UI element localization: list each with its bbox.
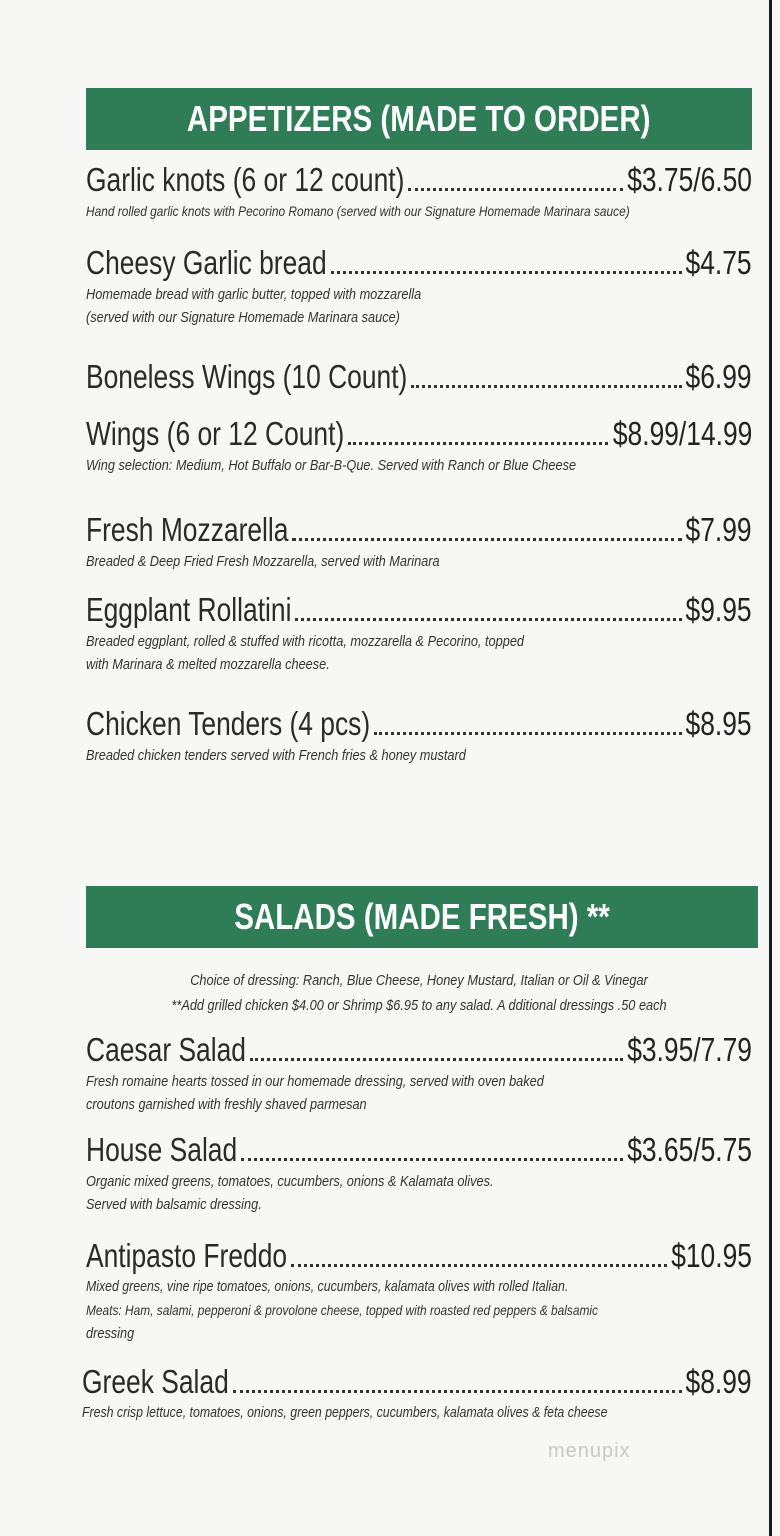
item-description: Hand rolled garlic knots with Pecorino Romano (served with our Signature Homemade Marinara sauce) [86, 203, 630, 219]
item-description: (served with our Signature Homemade Marinara sauce) [86, 309, 400, 326]
item-price: $9.95 [685, 591, 752, 628]
salads-header-text: SALADS (MADE FRESH) ** [234, 896, 610, 937]
menu-item-boneless-wings [86, 357, 752, 397]
menu-item-garlic-knots [86, 160, 752, 223]
leader-dots [233, 1390, 682, 1393]
add-on-note: **Add grilled chicken $4.00 or Shrimp $6.95 to any salad. A dditional dressings .50 each [171, 997, 667, 1014]
item-description: Wing selection: Medium, Hot Buffalo or Bar-B-Que. Served with Ranch or Blue Cheese [86, 457, 577, 474]
item-description: Breaded eggplant, rolled & stuffed with ricotta, mozzarella & Pecorino, topped [86, 633, 525, 650]
menu-item-cheesy-garlic-bread [86, 243, 752, 329]
item-price: $4.75 [685, 244, 752, 281]
menu-item-antipasto-freddo [86, 1236, 752, 1345]
salads-header [86, 886, 758, 948]
item-name: Greek Salad [82, 1363, 229, 1400]
leader-dots [331, 271, 682, 274]
item-name: Eggplant Rollatini [86, 591, 292, 628]
leader-dots [374, 732, 682, 735]
leader-dots [348, 442, 608, 445]
menu-item-chicken-tenders [86, 704, 752, 767]
leader-dots [241, 1158, 623, 1161]
item-price: $10.95 [671, 1237, 752, 1274]
item-description: Breaded chicken tenders served with French fries & honey mustard [86, 747, 466, 764]
appetizers-header-text: APPETIZERS (MADE TO ORDER) [187, 98, 651, 139]
menu-item-wings [86, 414, 752, 477]
item-name: Caesar Salad [86, 1031, 246, 1068]
item-name: Chicken Tenders (4 pcs) [86, 705, 371, 742]
leader-dots [411, 385, 682, 388]
leader-dots [292, 538, 682, 541]
item-name: Boneless Wings (10 Count) [86, 358, 408, 395]
leader-dots [291, 1264, 667, 1267]
item-name: Cheesy Garlic bread [86, 244, 327, 281]
item-price: $3.75/6.50 [627, 161, 752, 198]
dressing-note: Choice of dressing: Ranch, Blue Cheese, Honey Mustard, Italian or Oil & Vinegar [190, 972, 648, 989]
item-description: Fresh crisp lettuce, tomatoes, onions, green peppers, cucumbers, kalamata olives & feta cheese [82, 1405, 608, 1421]
page-edge [769, 0, 772, 1536]
item-price: $8.95 [685, 705, 752, 742]
appetizers-header [86, 88, 752, 150]
item-name: Wings (6 or 12 Count) [86, 415, 345, 452]
item-description: croutons garnished with freshly shaved parmesan [86, 1096, 367, 1113]
item-price: $8.99/14.99 [612, 415, 752, 452]
item-name: House Salad [86, 1131, 238, 1168]
item-price: $8.99 [685, 1363, 752, 1400]
item-description: dressing [86, 1325, 135, 1342]
leader-dots [295, 618, 682, 621]
menu-item-fresh-mozzarella [86, 510, 752, 573]
item-description: Fresh romaine hearts tossed in our homemade dressing, served with oven baked [86, 1073, 544, 1090]
leader-dots [408, 188, 623, 191]
item-price: $3.95/7.79 [627, 1031, 752, 1068]
menu-item-caesar-salad [86, 1030, 752, 1116]
menu-item-house-salad [86, 1130, 752, 1216]
item-description: Homemade bread with garlic butter, topped with mozzarella [86, 286, 422, 303]
item-description: Meats: Ham, salami, pepperoni & provolone cheese, topped with roasted red peppers & balsamic [86, 1302, 598, 1318]
item-name: Antipasto Freddo [86, 1237, 288, 1274]
item-description: Organic mixed greens, tomatoes, cucumbers, onions & Kalamata olives. [86, 1173, 494, 1190]
item-price: $6.99 [685, 358, 752, 395]
leader-dots [250, 1058, 623, 1061]
menupix-watermark: menupix [548, 1440, 631, 1462]
item-name: Garlic knots (6 or 12 count) [86, 161, 405, 198]
item-description: Mixed greens, vine ripe tomatoes, onions, cucumbers, kalamata olives with rolled Italian. [86, 1279, 569, 1295]
item-price: $7.99 [685, 511, 752, 548]
item-name: Fresh Mozzarella [86, 511, 289, 548]
item-price: $3.65/5.75 [627, 1131, 752, 1168]
item-description: Breaded & Deep Fried Fresh Mozzarella, served with Marinara [86, 553, 440, 570]
item-description: with Marinara & melted mozzarella cheese. [86, 656, 330, 673]
menu-item-greek-salad [82, 1362, 752, 1425]
item-description: Served with balsamic dressing. [86, 1196, 262, 1213]
menu-item-eggplant-rollatini [86, 590, 752, 676]
